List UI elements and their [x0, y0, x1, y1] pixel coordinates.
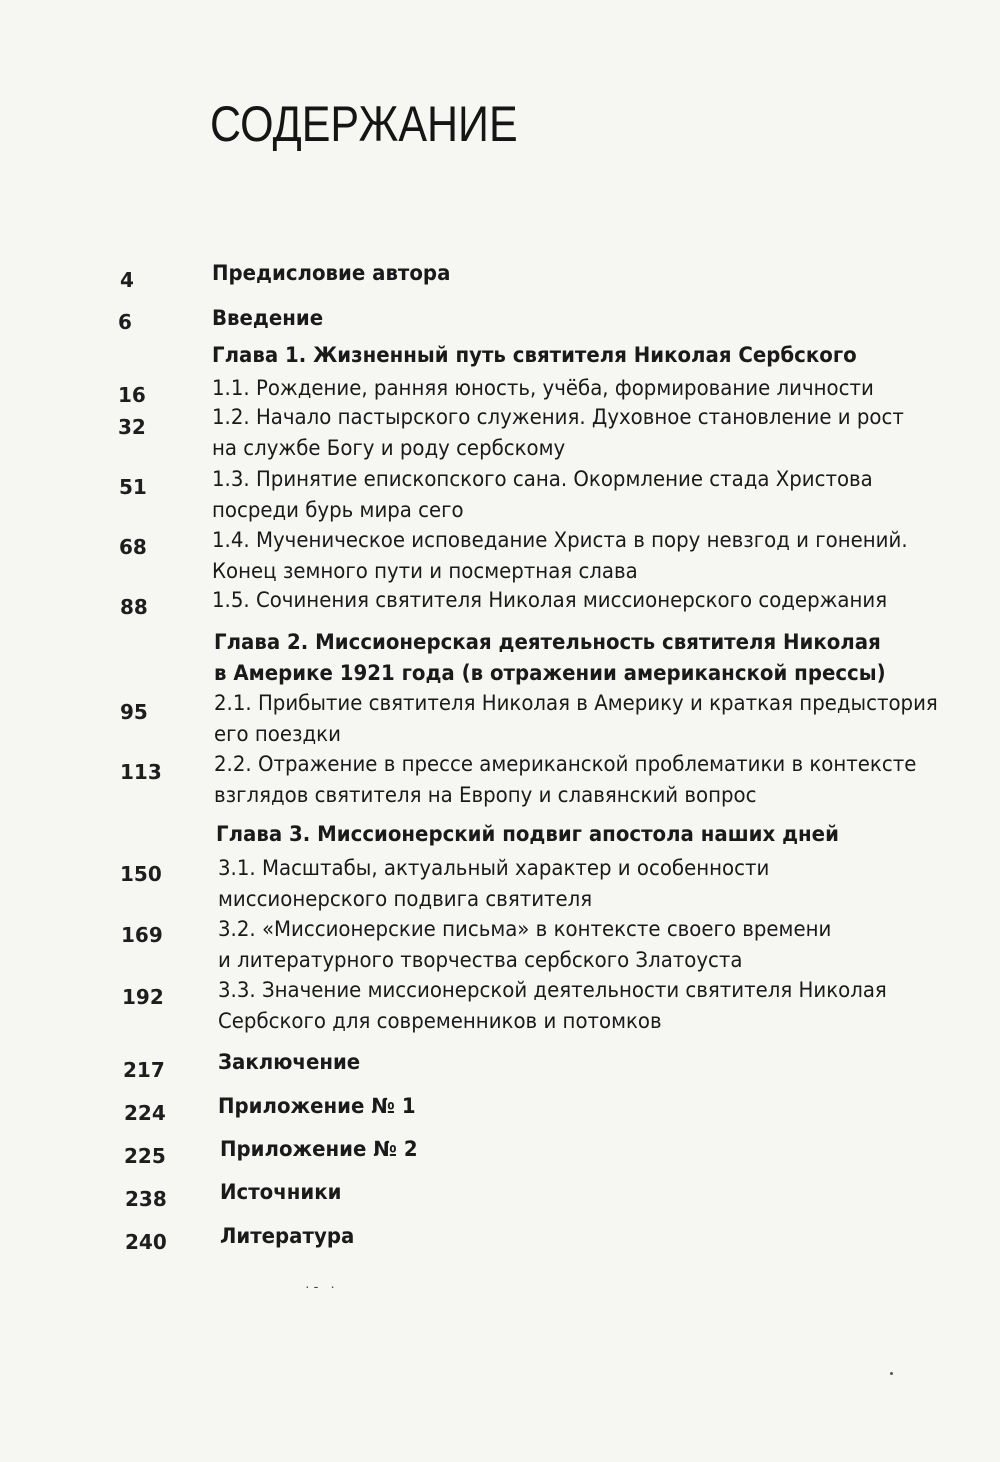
- toc-line: 3.2. «Миссионерские письма» в контексте своего времени: [218, 917, 832, 941]
- toc-line: на службе Богу и роду сербскому: [212, 436, 566, 460]
- toc-page-number: 88: [120, 595, 148, 619]
- decorative-speck: [890, 1372, 893, 1375]
- toc-page-number: 95: [120, 700, 148, 724]
- toc-item: [218, 853, 769, 915]
- toc-item: [214, 749, 916, 811]
- toc-heading: Источники: [220, 1180, 342, 1204]
- toc-heading: Литература: [220, 1224, 355, 1248]
- toc-item: [212, 525, 908, 587]
- toc-page-number: 68: [119, 535, 147, 559]
- toc-line: его поездки: [214, 722, 341, 746]
- toc-page-number: 240: [125, 1230, 167, 1254]
- toc-line: 1.3. Принятие епископского сана. Окормление стада Христова: [212, 467, 873, 491]
- toc-page-number: 238: [125, 1187, 167, 1211]
- toc-page-number: 150: [120, 862, 162, 886]
- toc-heading: Предисловие автора: [212, 261, 451, 285]
- toc-item: [218, 914, 831, 976]
- toc-line: посреди бурь мира сего: [212, 498, 464, 522]
- toc-heading: Глава 3. Миссионерский подвиг апостола наших дней: [216, 822, 839, 846]
- toc-item: [218, 975, 887, 1037]
- toc-heading: Глава 1. Жизненный путь святителя Николая Сербского: [212, 343, 857, 367]
- toc-line: в Америке 1921 года (в отражении американской прессы): [214, 661, 886, 685]
- toc-item: 1.5. Сочинения святителя Николая миссионерского содержания: [212, 588, 888, 612]
- toc-page-number: 225: [124, 1144, 166, 1168]
- toc-page-number: 113: [120, 760, 162, 784]
- decorative-dots: ·- ·: [305, 1278, 339, 1294]
- toc-heading: Введение: [212, 306, 324, 330]
- toc-page-number: 32: [118, 415, 146, 439]
- toc-line: Сербского для современников и потомков: [218, 1009, 662, 1033]
- toc-item: 1.1. Рождение, ранняя юность, учёба, формирование личности: [212, 376, 874, 400]
- toc-line: 3.3. Значение миссионерской деятельности святителя Николая: [218, 978, 887, 1002]
- toc-item: [214, 688, 938, 750]
- toc-heading: Приложение № 2: [220, 1137, 418, 1161]
- toc-page-number: 169: [121, 923, 163, 947]
- toc-line: 1.2. Начало пастырского служения. Духовное становление и рост: [212, 405, 904, 429]
- toc-page-number: 4: [120, 268, 134, 292]
- toc-item: [212, 402, 904, 464]
- toc-heading: Приложение № 1: [218, 1094, 416, 1118]
- toc-page-number: 16: [118, 383, 146, 407]
- page-title: СОДЕРЖАНИЕ: [210, 96, 518, 152]
- toc-item: [212, 464, 873, 526]
- toc-line: и литературного творчества сербского Златоуста: [218, 948, 743, 972]
- toc-line: миссионерского подвига святителя: [218, 887, 593, 911]
- toc-line: Глава 2. Миссионерская деятельность святителя Николая: [214, 630, 881, 654]
- toc-heading: Заключение: [218, 1050, 361, 1074]
- toc-line: взглядов святителя на Европу и славянский вопрос: [214, 783, 757, 807]
- toc-line: 2.2. Отражение в прессе американской проблематики в контексте: [214, 752, 917, 776]
- toc-line: 3.1. Масштабы, актуальный характер и особенности: [218, 856, 770, 880]
- toc-page-number: 224: [124, 1101, 166, 1125]
- toc-line: 1.4. Мученическое исповедание Христа в пору невзгод и гонений.: [212, 528, 908, 552]
- toc-page-number: 6: [118, 310, 132, 334]
- toc-page-number: 217: [123, 1058, 165, 1082]
- toc-page-number: 51: [119, 475, 147, 499]
- toc-line: 2.1. Прибытие святителя Николая в Америку и краткая предыстория: [214, 691, 938, 715]
- toc-heading: [214, 627, 886, 689]
- toc-page-number: 192: [122, 985, 164, 1009]
- toc-line: Конец земного пути и посмертная слава: [212, 559, 638, 583]
